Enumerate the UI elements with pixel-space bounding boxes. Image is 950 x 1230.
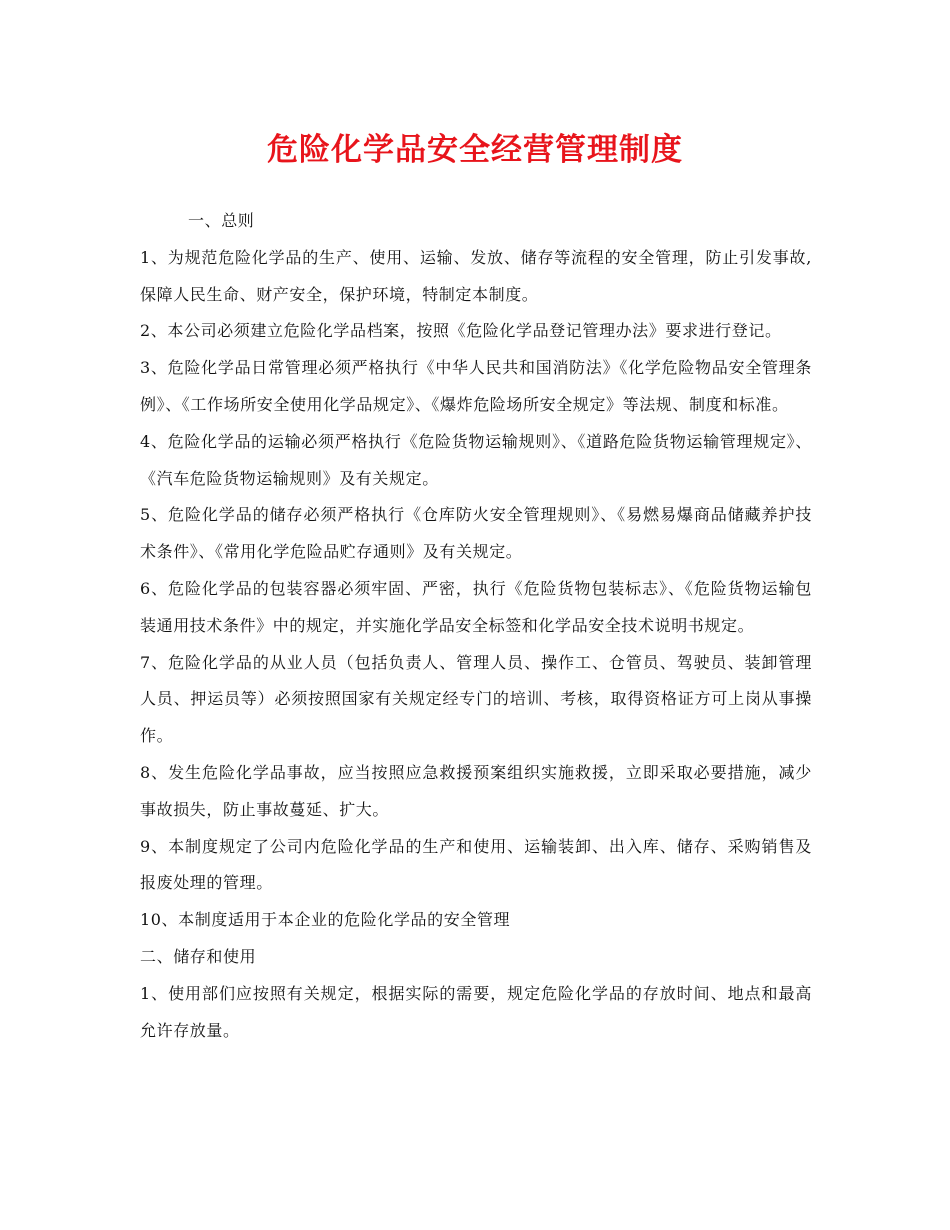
paragraph: 10、本制度适用于本企业的危险化学品的安全管理 [140, 910, 511, 930]
paragraph: 5、危险化学品的储存必须严格执行《仓库防火安全管理规则》、《易燃易爆商品储藏养护技术条件》、《常用化学危险品贮存通则》及有关规定。 [140, 505, 812, 562]
paragraph: 1、为规范危险化学品的生产、使用、运输、发放、储存等流程的安全管理，防止引发事故,保障人民生命、财产安全，保护环境，特制定本制度。 [140, 247, 812, 304]
section-heading-storage: 二、储存和使用 [140, 946, 257, 966]
paragraph: 3、危险化学品日常管理必须严格执行《中华人民共和国消防法》《化学危险物品安全管理条例》、《工作场所安全使用化学品规定》、《爆炸危险场所安全规定》等法规、制度和标准。 [140, 358, 812, 414]
document-title: 危险化学品安全经营管理制度 [267, 132, 683, 168]
paragraph: 7、危险化学品的从业人员（包括负责人、管理人员、操作工、仓管员、驾驶员、装卸管理人员、押运员等）必须按照国家有关规定经专门的培训、考核，取得资格证方可上岗从事操作。 [140, 652, 812, 746]
paragraph: 8、发生危险化学品事故，应当按照应急救援预案组织实施救援，立即采取必要措施，减少事故损失，防止事故蔓延、扩大。 [140, 762, 812, 819]
paragraph: 1、使用部们应按照有关规定，根据实际的需要，规定危险化学品的存放时间、地点和最高允许存放量。 [140, 983, 812, 1040]
document-body [140, 203, 812, 1049]
paragraph: 9、本制度规定了公司内危险化学品的生产和使用、运输装卸、出入库、储存、采购销售及报废处理的管理。 [140, 836, 812, 893]
paragraph: 4、危险化学品的运输必须严格执行《危险货物运输规则》、《道路危险货物运输管理规定》、《汽车危险货物运输规则》及有关规定。 [140, 431, 812, 488]
paragraph: 2、本公司必须建立危险化学品档案，按照《危险化学品登记管理办法》要求进行登记。 [140, 321, 782, 341]
section-heading-general: 一、总则 [188, 211, 255, 230]
paragraph: 6、危险化学品的包装容器必须牢固、严密，执行《危险货物包装标志》、《危险货物运输包装通用技术条件》中的规定，并实施化学品安全标签和化学品安全技术说明书规定。 [140, 578, 812, 635]
